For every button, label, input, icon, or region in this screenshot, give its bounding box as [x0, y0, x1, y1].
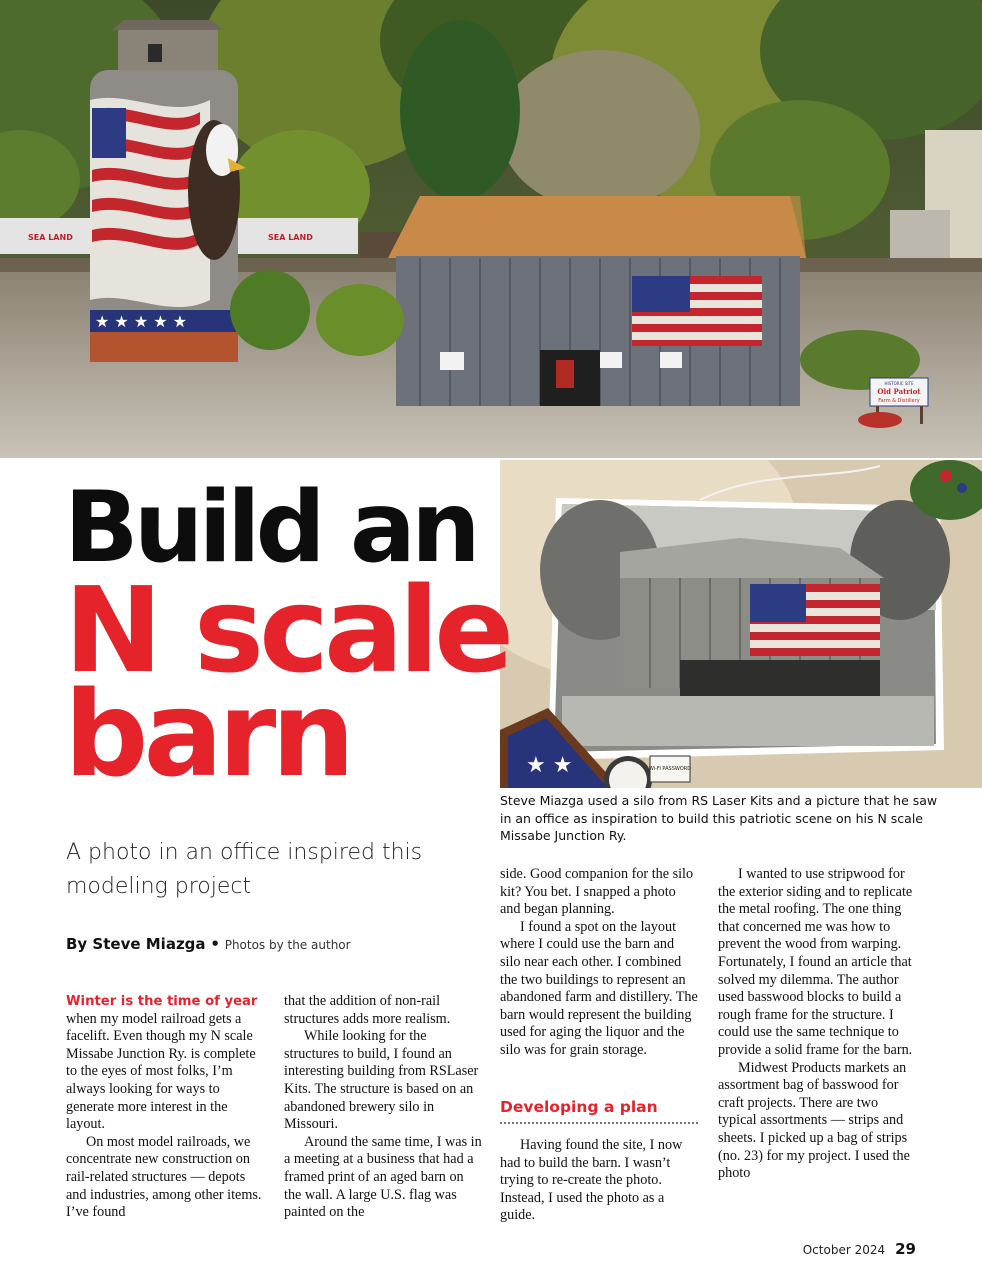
paragraph: side. Good companion for the silo kit? You bet. I snapped a photo and began planning.	[500, 866, 694, 918]
section-subhead: Developing a plan	[500, 1098, 698, 1124]
car-logo-text: SEA LAND	[28, 233, 73, 242]
paragraph: While looking for the structures to build, I found an interesting building from RSLaser Kits. The structure is based on an abandoned brewery silo in Missouri.	[284, 1028, 479, 1133]
wifi-card-text: Wi-Fi PASSWORD	[648, 766, 692, 772]
paragraph: I wanted to use stripwood for the exterior siding and to replicate the metal roofing. The one thing that concerned me was how to prevent the wood from warping. Fortunately, I found an article that solved my dilemma. The author used basswood blocks to build a rough frame for the structure. I could use the same technique to provide a solid frame for the barn.	[718, 866, 913, 1058]
article-column-4	[718, 866, 916, 1183]
hero-photo	[0, 0, 982, 458]
paragraph: Around the same time, I was in a meeting at a business that had a framed print of an aged barn on the wall. A large U.S. flag was painted on the	[284, 1133, 482, 1221]
paragraph: On most model railroads, we concentrate new construction on rail-related structures — depots and industries, among other items. I’ve found	[66, 1133, 262, 1221]
article-column-3-continued	[500, 1137, 698, 1225]
title-line-2: N scale	[64, 561, 510, 699]
hero-scene	[0, 0, 982, 458]
paragraph: I found a spot on the layout where I could use the barn and silo near each other. I combined the two buildings to represent an abandoned farm and distillery. The barn would represent the building used for aging the liquor and the silo was for grain storage.	[500, 918, 698, 1058]
office-scene	[500, 460, 982, 788]
silo	[90, 20, 246, 362]
paragraph: that the addition of non-rail structures adds more realism.	[284, 993, 451, 1027]
barn	[388, 196, 806, 406]
sign-line-1: HISTORIC SITE	[884, 381, 914, 386]
paragraph	[66, 993, 264, 1134]
article-column-3	[500, 866, 698, 1060]
print-flag	[750, 584, 880, 656]
issue-date: October 2024	[802, 1243, 886, 1257]
article-subtitle: A photo in an office inspired this modeling project	[66, 840, 423, 899]
paragraph: Having found the site, I now had to build the barn. I wasn’t trying to re-create the photo. Instead, I used the photo as a guide.	[500, 1137, 683, 1224]
photo-credit: Photos by the author	[224, 938, 351, 952]
title-line-1: Build an	[64, 471, 476, 585]
lead-in: Winter is the time of year	[66, 994, 258, 1009]
barn-flag	[632, 276, 762, 346]
author-name: By Steve Miazga	[66, 935, 206, 953]
photo-caption: Steve Miazga used a silo from RS Laser Kits and a picture that he saw in an office as inspiration to build this patriotic scene on his N scale Missabe Junction Ry.	[500, 793, 938, 843]
paragraph: Midwest Products markets an assortment bag of basswood for craft projects. There are two typical assortments — strips and sheets. I picked up a bag of strips (no. 23) for my project. I used the photo	[718, 1059, 910, 1182]
paragraph-text: when my model railroad gets a facelift. Even though my N scale Missabe Junction Ry. is complete to the eyes of most folks, I’m always looking for ways to generate more interest in the layout.	[66, 1010, 256, 1133]
article-column-2	[284, 993, 482, 1222]
svg-text:★ ★: ★ ★	[526, 753, 573, 778]
page-number: 29	[895, 1240, 916, 1258]
article-column-1	[66, 993, 264, 1222]
byline-separator: •	[210, 935, 220, 953]
sign-line-2: Old Patriot	[877, 387, 921, 396]
office-photo	[500, 460, 982, 788]
byline	[66, 935, 351, 953]
page-footer	[803, 1240, 916, 1258]
car-logo-text: SEA LAND	[268, 233, 313, 242]
sign-line-3: Farm & Distillery	[878, 398, 920, 404]
svg-text:★ ★ ★ ★ ★: ★ ★ ★ ★ ★	[95, 312, 188, 331]
article-title	[64, 471, 510, 803]
title-line-3: barn	[64, 665, 351, 803]
